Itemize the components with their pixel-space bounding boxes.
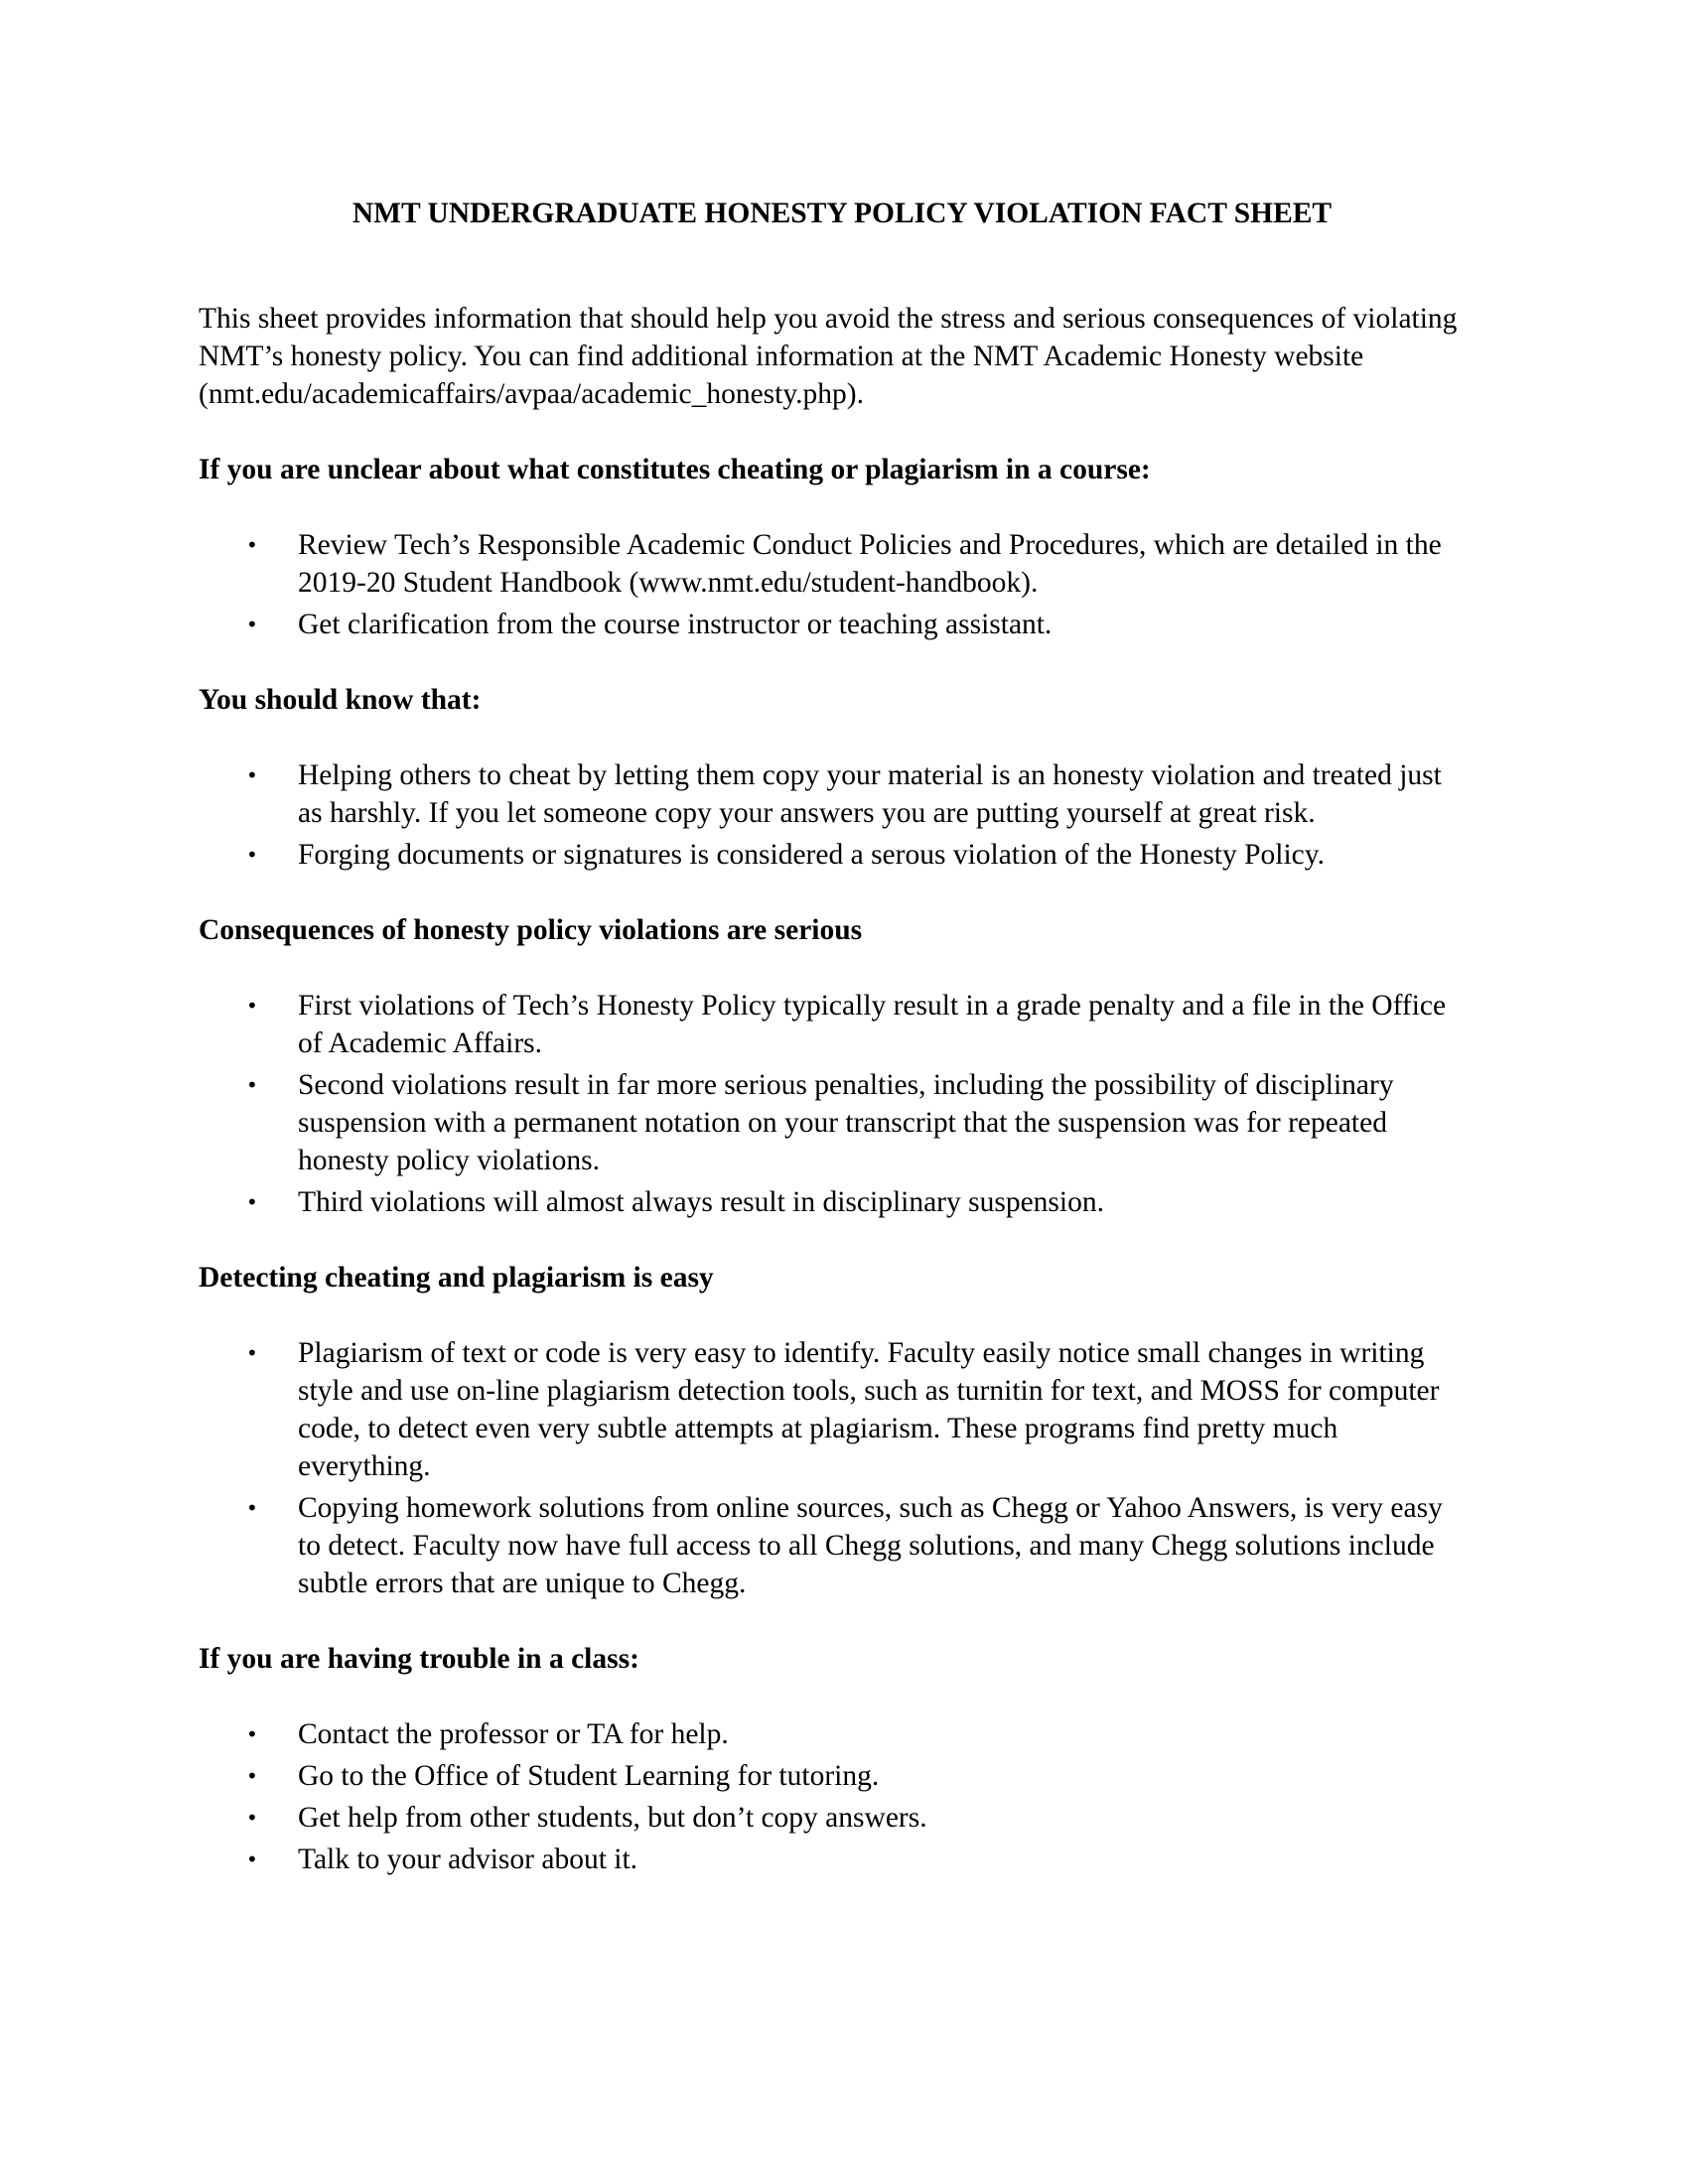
bullet-icon: • bbox=[246, 533, 258, 557]
bullet-icon: • bbox=[246, 843, 258, 867]
intro-paragraph: This sheet provides information that should help you avoid the stress and serious consequences of violating NMT’s honesty policy. You can find additional information at the NMT Academic Honesty website (nmt.edu/academicaffairs/avpaa/academic_honesty.php). bbox=[199, 303, 1458, 410]
section-heading-consequences: Consequences of honesty policy violations are serious bbox=[199, 914, 863, 946]
list-know bbox=[199, 756, 1489, 874]
bullet-icon: • bbox=[246, 1764, 258, 1788]
bullet-icon: • bbox=[246, 1496, 258, 1520]
fact-sheet bbox=[199, 195, 1489, 1916]
list-item: • First violations of Tech’s Honesty Policy typically result in a grade penalty and a file in the Office of Academic Affairs. bbox=[199, 987, 1489, 1062]
list-trouble bbox=[199, 1715, 1489, 1878]
bullet-icon: • bbox=[246, 613, 258, 636]
list-item: • Third violations will almost always result in disciplinary suspension. bbox=[199, 1183, 1489, 1221]
list-consequences bbox=[199, 987, 1489, 1221]
bullet-icon: • bbox=[246, 1190, 258, 1214]
list-item: • Talk to your advisor about it. bbox=[199, 1841, 1489, 1878]
list-detecting bbox=[199, 1334, 1489, 1602]
bullet-icon: • bbox=[246, 1847, 258, 1871]
section-heading-trouble: If you are having trouble in a class: bbox=[199, 1643, 639, 1675]
list-item: • Forging documents or signatures is considered a serous violation of the Honesty Policy. bbox=[199, 836, 1489, 874]
bullet-icon: • bbox=[246, 1722, 258, 1746]
bullet-icon: • bbox=[246, 763, 258, 787]
bullet-icon: • bbox=[246, 1073, 258, 1097]
list-item: • Review Tech’s Responsible Academic Conduct Policies and Procedures, which are detailed in the 2019-20 Student Handbook (www.nmt.edu/student-handbook). bbox=[199, 526, 1489, 602]
bullet-icon: • bbox=[246, 1806, 258, 1830]
list-item: • Get help from other students, but don’t copy answers. bbox=[199, 1799, 1489, 1837]
list-item: • Copying homework solutions from online sources, such as Chegg or Yahoo Answers, is very easy to detect. Faculty now have full access to all Chegg solutions, and many Chegg solutions include subtle errors that are unique to Chegg. bbox=[199, 1489, 1489, 1602]
list-item: • Go to the Office of Student Learning for tutoring. bbox=[199, 1757, 1489, 1795]
list-item: • Helping others to cheat by letting them copy your material is an honesty violation and treated just as harshly. If you let someone copy your answers you are putting yourself at great risk. bbox=[199, 756, 1489, 832]
section-heading-detecting: Detecting cheating and plagiarism is easy bbox=[199, 1262, 714, 1294]
list-item: • Second violations result in far more serious penalties, including the possibility of disciplinary suspension with a permanent notation on your transcript that the suspension was for repeated honesty policy violations. bbox=[199, 1066, 1489, 1179]
page-title: NMT UNDERGRADUATE HONESTY POLICY VIOLATION FACT SHEET bbox=[352, 198, 1333, 229]
bullet-icon: • bbox=[246, 1341, 258, 1365]
bullet-icon: • bbox=[246, 994, 258, 1018]
list-item: • Get clarification from the course instructor or teaching assistant. bbox=[199, 606, 1489, 643]
section-heading-unclear: If you are unclear about what constitutes cheating or plagiarism in a course: bbox=[199, 454, 1151, 485]
list-item: • Plagiarism of text or code is very easy to identify. Faculty easily notice small changes in writing style and use on-line plagiarism detection tools, such as turnitin for text, and MOSS for computer code, to detect even very subtle attempts at plagiarism. These programs find pretty much everything. bbox=[199, 1334, 1489, 1485]
section-heading-know: You should know that: bbox=[199, 684, 482, 716]
list-unclear bbox=[199, 526, 1489, 643]
list-item: • Contact the professor or TA for help. bbox=[199, 1715, 1489, 1753]
